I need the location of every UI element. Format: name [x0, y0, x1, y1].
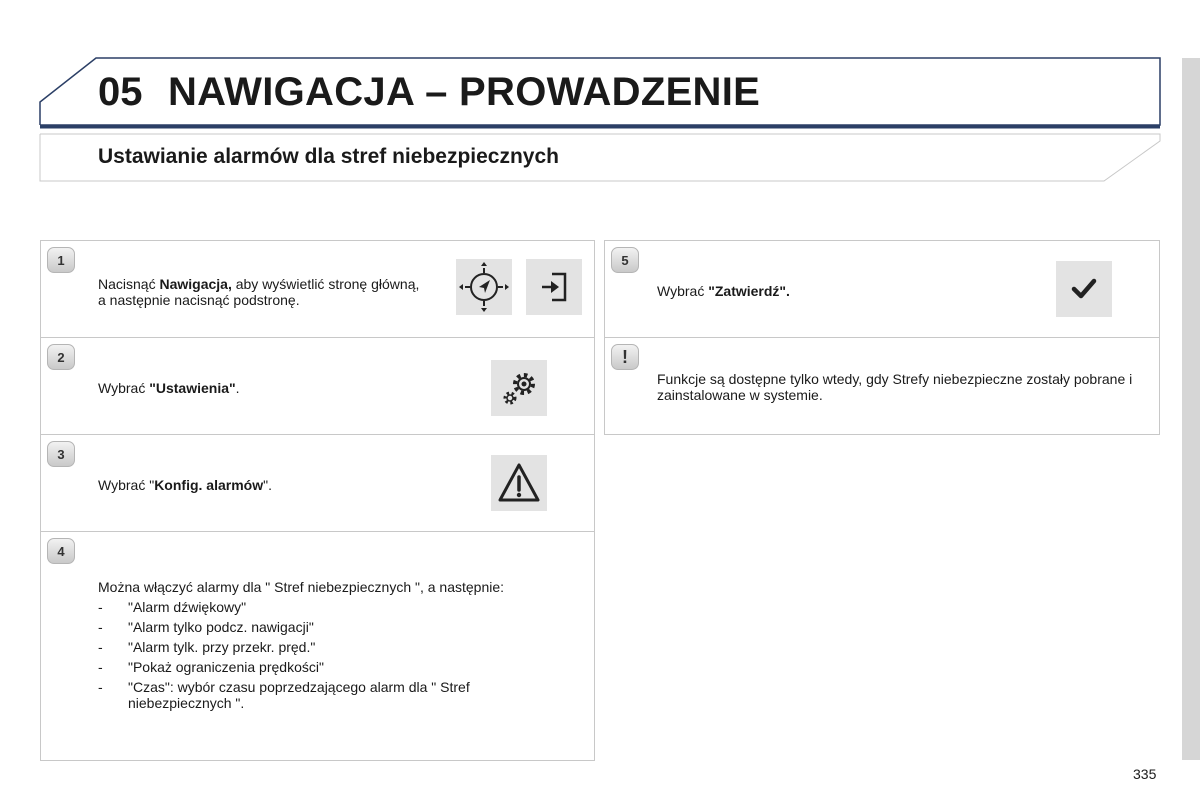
note-text: Funkcje są dostępne tylko wtedy, gdy Strefy niebezpieczne zostały pobrane i zainstalowane w systemie. — [657, 371, 1133, 403]
note-card — [604, 337, 1160, 435]
settings-button[interactable] — [491, 360, 547, 416]
chapter-number: 05 — [98, 70, 143, 114]
warning-triangle-icon — [491, 455, 547, 511]
step-card-4 — [40, 531, 595, 761]
subpage-button[interactable] — [526, 259, 582, 315]
list-item: - "Alarm tylko podcz. nawigacji" — [98, 619, 578, 635]
alarm-options-list — [98, 599, 578, 711]
list-item: - "Czas": wybór czasu poprzedzającego alarm dla " Stref niebezpiecznych ". — [98, 679, 528, 711]
step-5-text: Wybrać "Zatwierdź". — [657, 283, 790, 299]
step-2-text: Wybrać "Ustawienia". — [98, 380, 240, 396]
alarm-config-button[interactable] — [491, 455, 547, 511]
settings-gears-icon — [491, 360, 547, 416]
step-card-1 — [40, 240, 595, 338]
navigation-compass-icon — [456, 259, 512, 315]
chapter-title: NAWIGACJA – PROWADZENIE — [168, 70, 761, 114]
exclamation-icon: ! — [611, 344, 639, 370]
list-item: - "Alarm dźwiękowy" — [98, 599, 578, 615]
confirm-check-icon — [1056, 261, 1112, 317]
confirm-button[interactable] — [1056, 261, 1112, 317]
step-badge: 4 — [47, 538, 75, 564]
step-card-2 — [40, 337, 595, 435]
step-card-5 — [604, 240, 1160, 338]
step-1-text: Nacisnąć Nawigacja, aby wyświetlić stronę główną, a następnie nacisnąć podstronę. — [98, 276, 420, 308]
step-badge: 3 — [47, 441, 75, 467]
list-item: - "Alarm tylk. przy przekr. pręd." — [98, 639, 578, 655]
step-badge: 2 — [47, 344, 75, 370]
page-number: 335 — [1133, 766, 1157, 782]
step-4-intro: Można włączyć alarmy dla " Stref niebezpiecznych ", a następnie: — [98, 579, 505, 595]
section-title: Ustawianie alarmów dla stref niebezpiecznych — [98, 145, 559, 168]
step-badge: 1 — [47, 247, 75, 273]
step-3-text: Wybrać "Konfig. alarmów". — [98, 477, 272, 493]
step-card-3 — [40, 434, 595, 532]
step-4-text — [98, 579, 578, 715]
subpage-enter-icon — [526, 259, 582, 315]
step-badge: 5 — [611, 247, 639, 273]
navigation-button[interactable] — [456, 259, 512, 315]
list-item: - "Pokaż ograniczenia prędkości" — [98, 659, 578, 675]
